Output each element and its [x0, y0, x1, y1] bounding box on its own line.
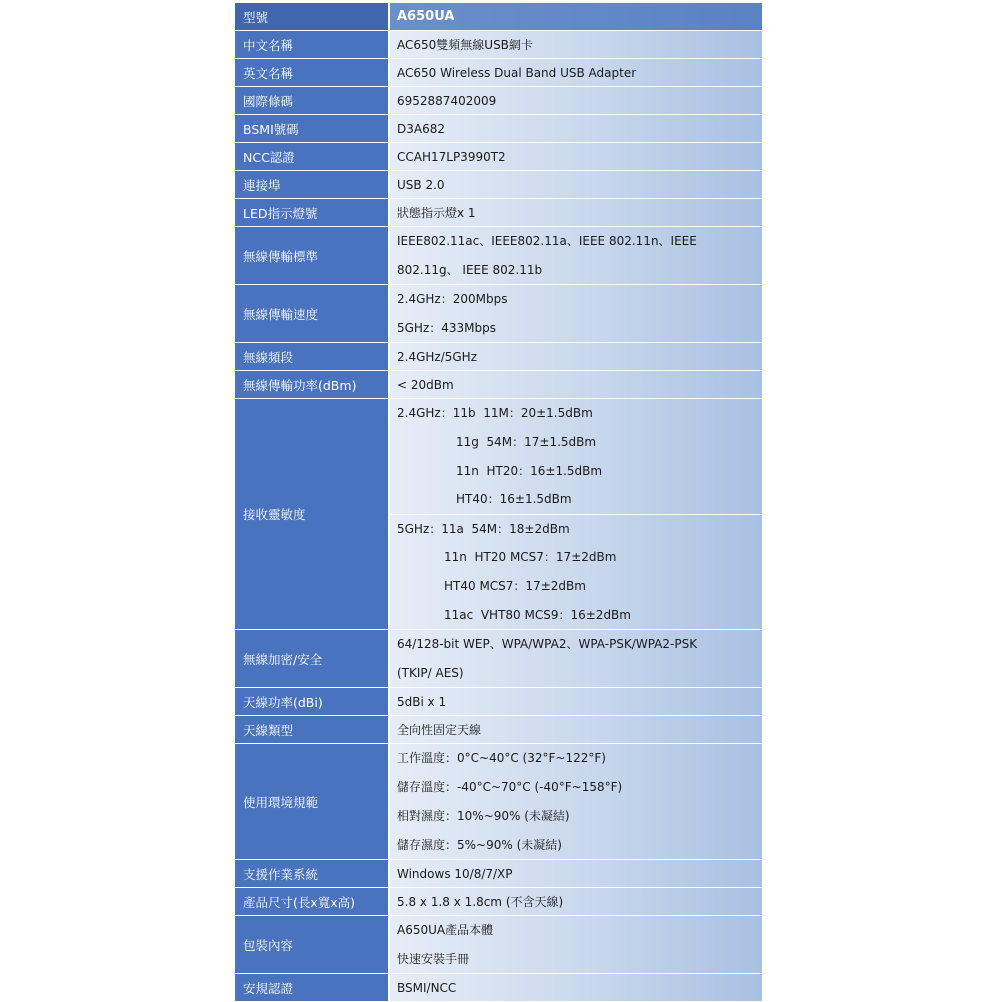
spec-label: 安規認證: [235, 974, 388, 1001]
value-line: HT40 MCS7：17±2dBm: [444, 579, 586, 594]
spec-value: CCAH17LP3990T2: [390, 143, 762, 170]
sensitivity-5ghz: [390, 515, 762, 630]
spec-value: [390, 630, 762, 687]
spec-label: 支援作業系統: [235, 860, 388, 887]
spec-row-dimensions: [235, 888, 762, 915]
spec-row-chinese-name: [235, 31, 762, 58]
spec-value: AC650雙頻無線USB網卡: [390, 31, 762, 58]
spec-row-certification: [235, 974, 762, 1001]
spec-row-bsmi: [235, 115, 762, 142]
spec-label: 中文名稱: [235, 31, 388, 58]
spec-row-port: [235, 171, 762, 198]
value-line: 儲存溫度：-40°C~70°C (-40°F~158°F): [397, 780, 623, 795]
spec-value: 6952887402009: [390, 87, 762, 114]
model-value: A650UA: [390, 3, 762, 30]
value-line: 2.4GHz：11b 11M：20±1.5dBm: [397, 406, 593, 421]
spec-label: 產品尺寸(長x寬x高): [235, 888, 388, 915]
value-line: 工作溫度：0°C~40°C (32°F~122°F): [397, 751, 606, 766]
value-line: 11g 54M：17±1.5dBm: [456, 434, 597, 449]
spec-row-os: [235, 860, 762, 887]
value-line: 64/128-bit WEP、WPA/WPA2、WPA-PSK/WPA2-PSK: [397, 637, 698, 652]
spec-row-standard: [235, 227, 762, 284]
spec-value: Windows 10/8/7/XP: [390, 860, 762, 887]
value-line: 儲存濕度：5%~90% (未凝結): [397, 837, 562, 852]
value-line: 11n HT20：16±1.5dBm: [456, 463, 603, 478]
value-line: 5GHz：433Mbps: [397, 320, 497, 335]
spec-label: BSMI號碼: [235, 115, 388, 142]
spec-value: D3A682: [390, 115, 762, 142]
spec-row-power: [235, 371, 762, 398]
value-line: 802.11g、 IEEE 802.11b: [397, 262, 543, 277]
value-line: 快速安裝手冊: [397, 951, 470, 966]
spec-row-speed: [235, 285, 762, 342]
spec-value: 全向性固定天線: [390, 716, 762, 743]
value-line: IEEE802.11ac、IEEE802.11a、IEEE 802.11n、IEEE: [397, 234, 697, 249]
value-line: 2.4GHz：200Mbps: [397, 292, 508, 307]
spec-value: [390, 227, 762, 284]
spec-label: 英文名稱: [235, 59, 388, 86]
value-line: 11n HT20 MCS7：17±2dBm: [444, 550, 617, 565]
spec-label: 國際條碼: [235, 87, 388, 114]
spec-label: LED指示燈號: [235, 199, 388, 226]
spec-label: 天線類型: [235, 716, 388, 743]
spec-label: 無線加密/安全: [235, 630, 388, 687]
value-line: 5GHz：11a 54M：18±2dBm: [397, 521, 570, 536]
spec-value: 5.8 x 1.8 x 1.8cm (不含天線): [390, 888, 762, 915]
spec-value: [390, 916, 762, 973]
spec-row-antenna-gain: [235, 688, 762, 715]
spec-value: USB 2.0: [390, 171, 762, 198]
spec-row-barcode: [235, 87, 762, 114]
value-line: HT40：16±1.5dBm: [456, 492, 572, 507]
spec-row-band: [235, 343, 762, 370]
spec-label: 無線傳輸功率(dBm): [235, 371, 388, 398]
sensitivity-24ghz: [390, 399, 762, 514]
spec-label: 使用環境規範: [235, 744, 388, 859]
spec-label: 天線功率(dBi): [235, 688, 388, 715]
spec-label: 無線頻段: [235, 343, 388, 370]
spec-row-english-name: [235, 59, 762, 86]
spec-row-ncc: [235, 143, 762, 170]
value-line: (TKIP/ AES): [397, 665, 464, 680]
spec-row-sensitivity: [235, 399, 762, 629]
spec-row-led: [235, 199, 762, 226]
spec-row-security: [235, 630, 762, 687]
spec-value: 2.4GHz/5GHz: [390, 343, 762, 370]
spec-value: [390, 285, 762, 342]
spec-value: < 20dBm: [390, 371, 762, 398]
spec-label: 連接埠: [235, 171, 388, 198]
value-line: 11ac VHT80 MCS9：16±2dBm: [444, 607, 631, 622]
spec-value: 5dBi x 1: [390, 688, 762, 715]
spec-row-model: [235, 3, 762, 30]
spec-row-environment: [235, 744, 762, 859]
spec-value: BSMI/NCC: [390, 974, 762, 1001]
value-line: A650UA產品本體: [397, 923, 494, 938]
spec-label: 型號: [235, 3, 388, 30]
spec-label: 接收靈敏度: [235, 399, 388, 629]
spec-label: 無線傳輸標準: [235, 227, 388, 284]
spec-table: [235, 3, 762, 1002]
spec-label: 無線傳輸速度: [235, 285, 388, 342]
spec-label: NCC認證: [235, 143, 388, 170]
spec-label: 包裝內容: [235, 916, 388, 973]
spec-value: 狀態指示燈x 1: [390, 199, 762, 226]
sensitivity-values: [390, 399, 762, 629]
spec-row-package: [235, 916, 762, 973]
spec-row-antenna-type: [235, 716, 762, 743]
spec-value: AC650 Wireless Dual Band USB Adapter: [390, 59, 762, 86]
value-line: 相對濕度：10%~90% (未凝結): [397, 808, 570, 823]
spec-value: [390, 744, 762, 859]
